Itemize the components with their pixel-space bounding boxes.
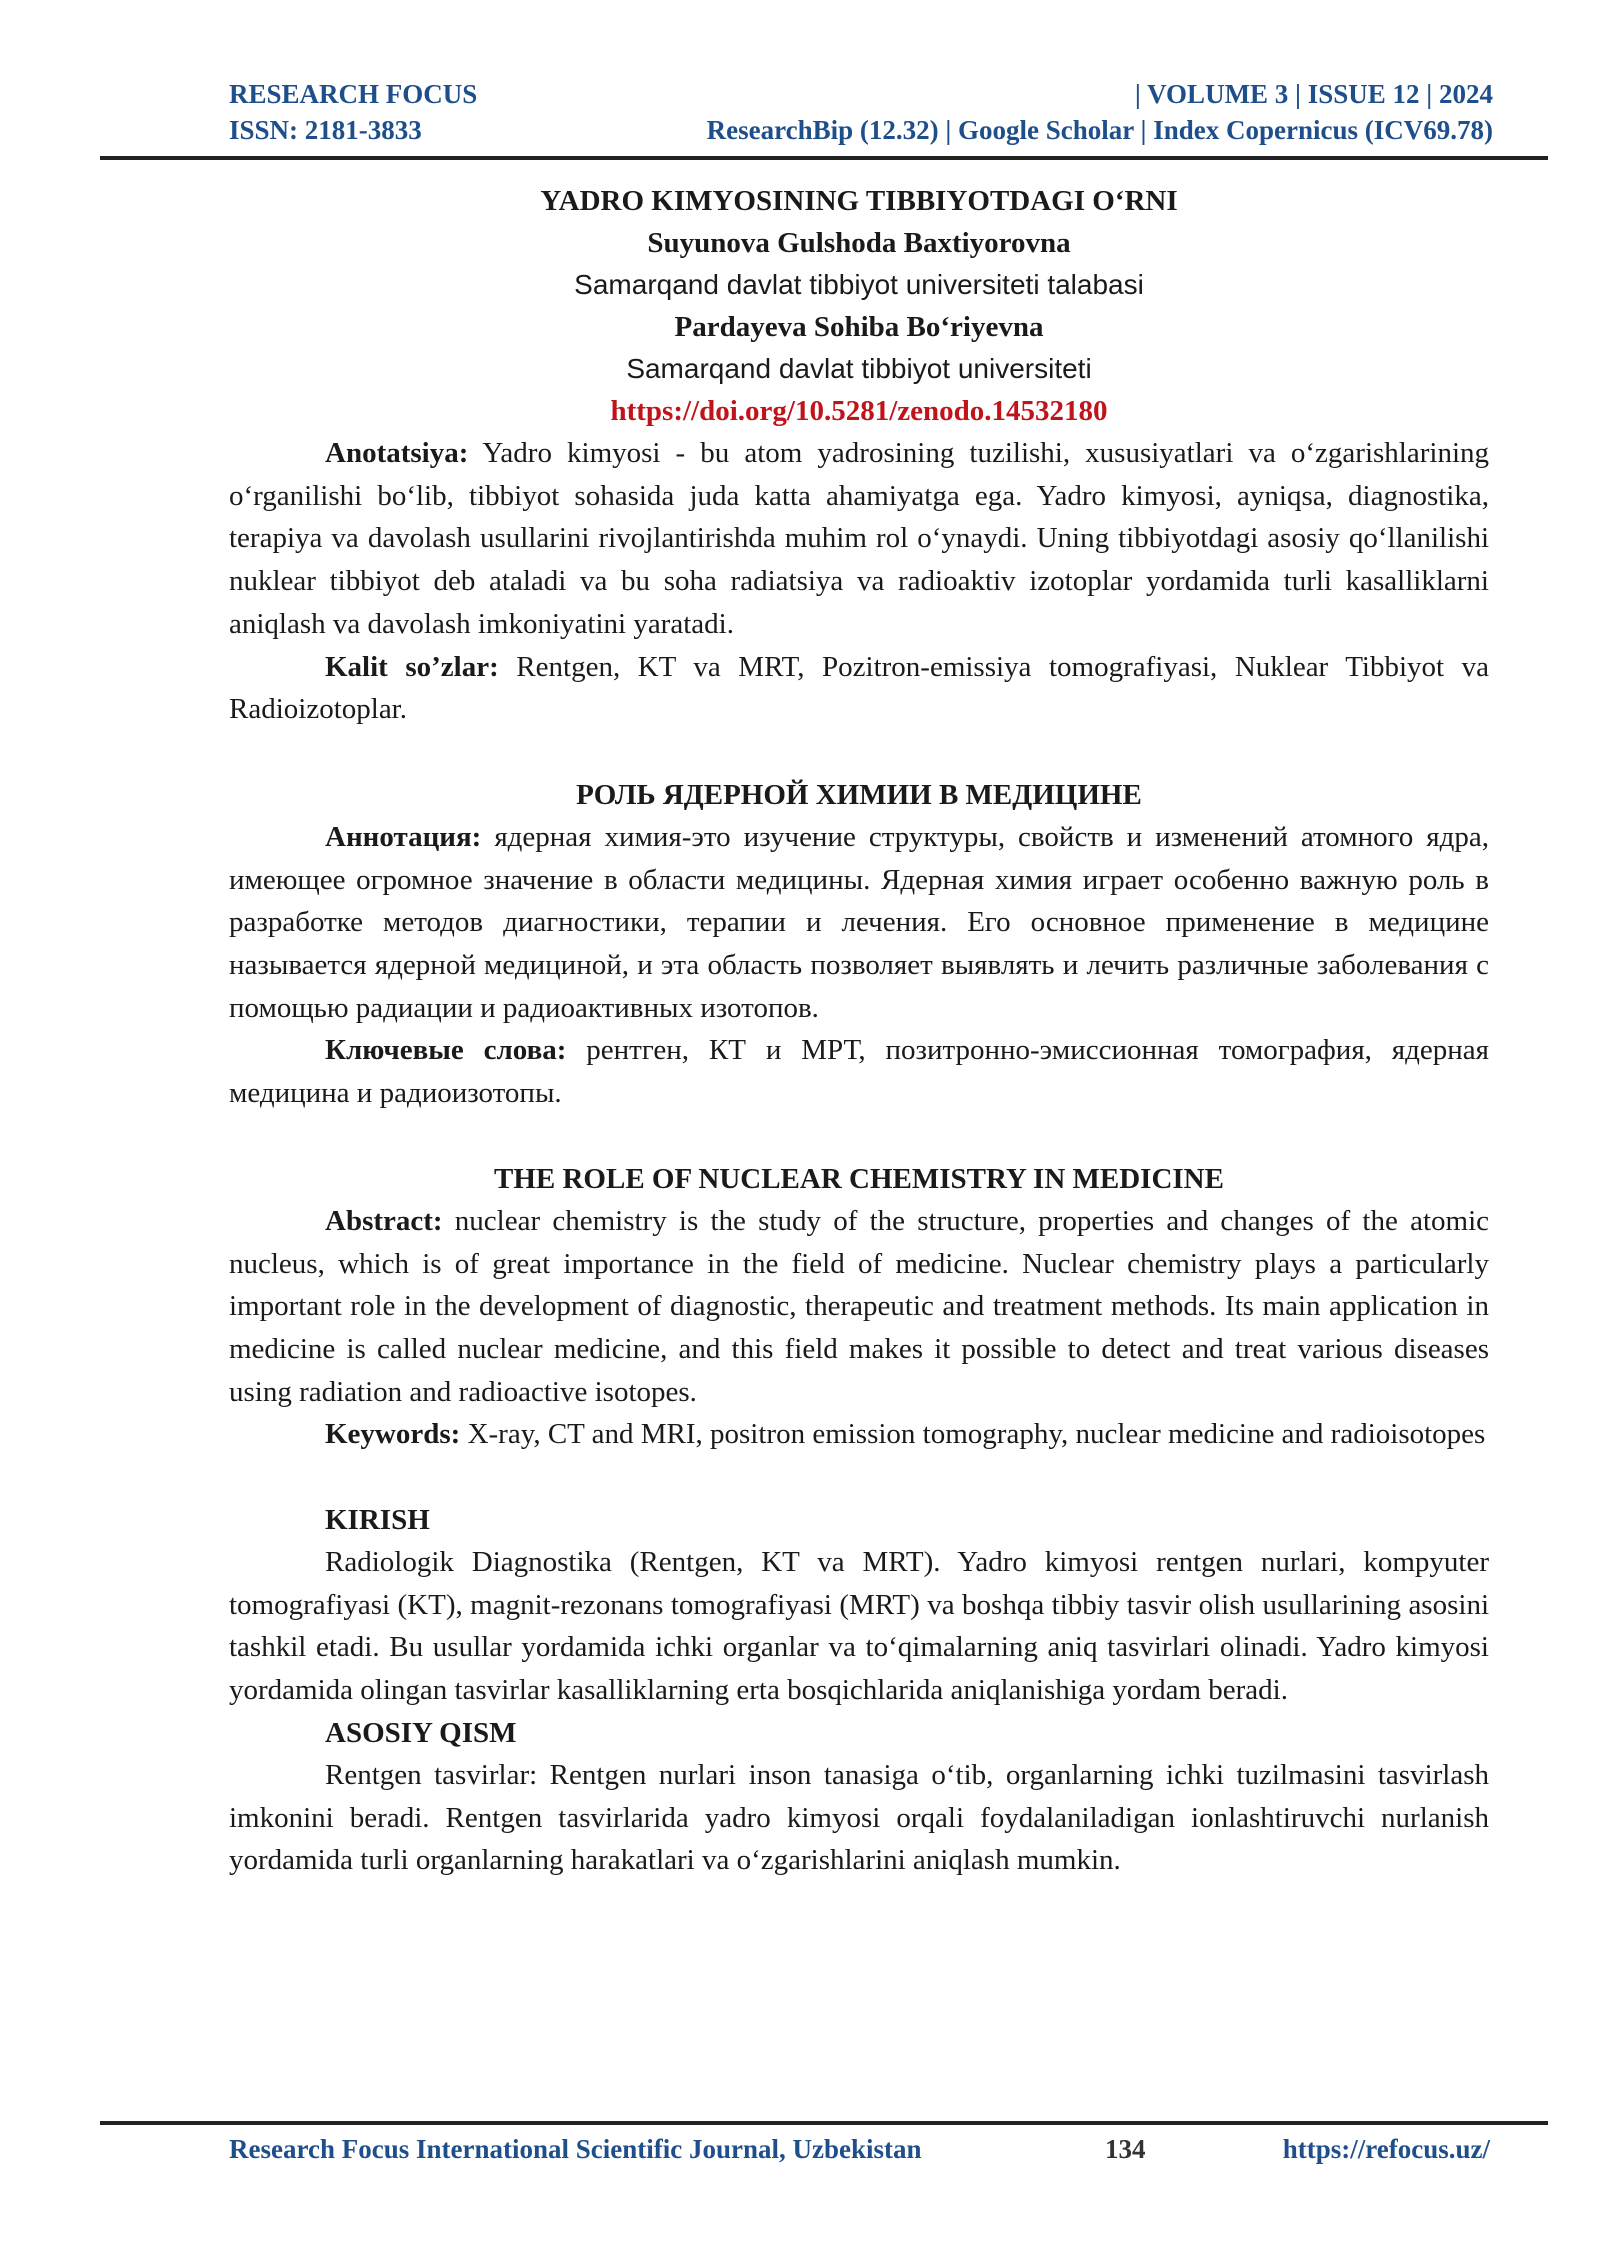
en-keywords [229,1413,1489,1456]
uz-abstract [229,432,1489,646]
footer-divider [100,2121,1548,2125]
uz-keywords-label: Kalit so’zlar: [325,650,499,683]
en-keywords-label: Keywords: [325,1418,461,1451]
running-header-row2 [229,113,1493,147]
ru-abstract-text: ядерная химия-это изучение структуры, свойств и изменений атомного ядра, имеющее огромное значение в области медицины. Ядерная химия играет особенно важную роль в разработке методов диагностики, терапии и лечения. Его основное применение в медицине называется ядерной медициной, и эта область позволяет выявлять и лечить различные заболевания с помощью радиации и радиоактивных изотопов. [229,820,1489,1024]
uz-keywords [229,646,1489,731]
ru-title: РОЛЬ ЯДЕРНОЙ ХИМИИ В МЕДИЦИНЕ [576,778,1142,811]
footer-url[interactable]: https://refocus.uz/ [1282,2134,1490,2164]
en-abstract-label: Abstract: [325,1204,443,1237]
ru-abstract [229,816,1489,1030]
en-abstract-text: nuclear chemistry is the study of the structure, properties and changes of the atomic nucleus, which is of great importance in the field of medicine. Nuclear chemistry plays a particularly important role in the development of diagnostic, therapeutic and treatment methods. Its main application in medicine is called nuclear medicine, and this field makes it possible to detect and treat various diseases using radiation and radioactive isotopes. [229,1204,1489,1408]
affiliation-2: Samarqand davlat tibbiyot universiteti [626,353,1092,384]
en-keywords-text: X-ray, CT and MRI, positron emission tomography, nuclear medicine and radioisotopes [460,1418,1486,1451]
ru-keywords [229,1029,1489,1114]
header-divider [100,156,1548,160]
intro-heading: KIRISH [325,1504,430,1537]
issn: ISSN: 2181-3833 [229,115,422,145]
ru-abstract-label: Аннотация: [325,820,482,853]
uz-abstract-label: Anotatsiya: [325,437,469,469]
doi-link[interactable]: https://doi.org/10.5281/zenodo.14532180 [610,395,1108,427]
main-text: Rentgen tasvirlar: Rentgen nurlari inson tanasiga o‘tib, organlarning ichki tuzilmasini tasvirlash imkonini beradi. Rentgen tasvirlarida yadro kimyosi orqali foydalaniladigan ionlashtiruvchi nurlanish yordamida turli organlarning harakatlari va o‘zgarishlarini aniqlash mumkin. [229,1758,1489,1877]
journal-name: RESEARCH FOCUS [229,79,478,109]
uz-keywords-text: Rentgen, KT va MRT, Pozitron-emissiya tomografiyasi, Nuklear Tibbiyot va Radioizotoplar. [229,650,1489,726]
page-number: 134 [1105,2134,1146,2164]
article-title: YADRO KIMYOSINING TIBBIYOTDAGI O‘RNI [540,185,1178,217]
author-2: Pardayeva Sohiba Bo‘riyevna [674,311,1044,343]
volume-issue: | VOLUME 3 | ISSUE 12 | 2024 [1134,79,1493,109]
en-title: THE ROLE OF NUCLEAR CHEMISTRY IN MEDICINE [494,1162,1224,1195]
uz-abstract-text: Yadro kimyosi - bu atom yadrosining tuzilishi, xususiyatlari va o‘zgarishlarining o‘rganilishi bo‘lib, tibbiyot sohasida juda katta ahamiyatga ega. Yadro kimyosi, ayniqsa, diagnostika, terapiya va davolash usullarini rivojlantirishda muhim rol o‘ynaydi. Uning tibbiyotdagi asosiy qo‘llanilishi nuklear tibbiyot deb ataladi va bu soha radiatsiya va radioaktiv izotoplar yordamida turli kasalliklarni aniqlash va davolash imkoniyatini yaratadi. [229,437,1489,640]
indexing-info: ResearchBip (12.32) | Google Scholar | Index Copernicus (ICV69.78) [706,115,1493,145]
ru-keywords-text: рентген, КТ и МРТ, позитронно-эмиссионная томография, ядерная медицина и радиоизотопы. [229,1034,1489,1110]
footer-journal: Research Focus International Scientific Journal, Uzbekistan [229,2134,922,2164]
author-1: Suyunova Gulshoda Baxtiyorovna [647,227,1071,259]
main-heading: ASOSIY QISM [325,1716,517,1749]
affiliation-1: Samarqand davlat tibbiyot universiteti talabasi [574,269,1144,300]
en-abstract [229,1200,1489,1414]
ru-keywords-label: Ключевые слова: [325,1034,567,1067]
running-header-row1 [229,77,1493,111]
intro-text: Radiologik Diagnostika (Rentgen, KT va MRT). Yadro kimyosi rentgen nurlari, kompyuter tomografiyasi (KT), magnit-rezonans tomografiyasi (MRT) va boshqa tibbiy tasvir olish usullarining asosini tashkil etadi. Bu usullar yordamida ichki organlar va to‘qimalarning aniq tasvirlari olinadi. Yadro kimyosi yordamida olingan tasvirlar kasalliklarning erta bosqichlarida aniqlanishiga yordam beradi. [229,1546,1489,1707]
page-content [229,180,1489,1882]
